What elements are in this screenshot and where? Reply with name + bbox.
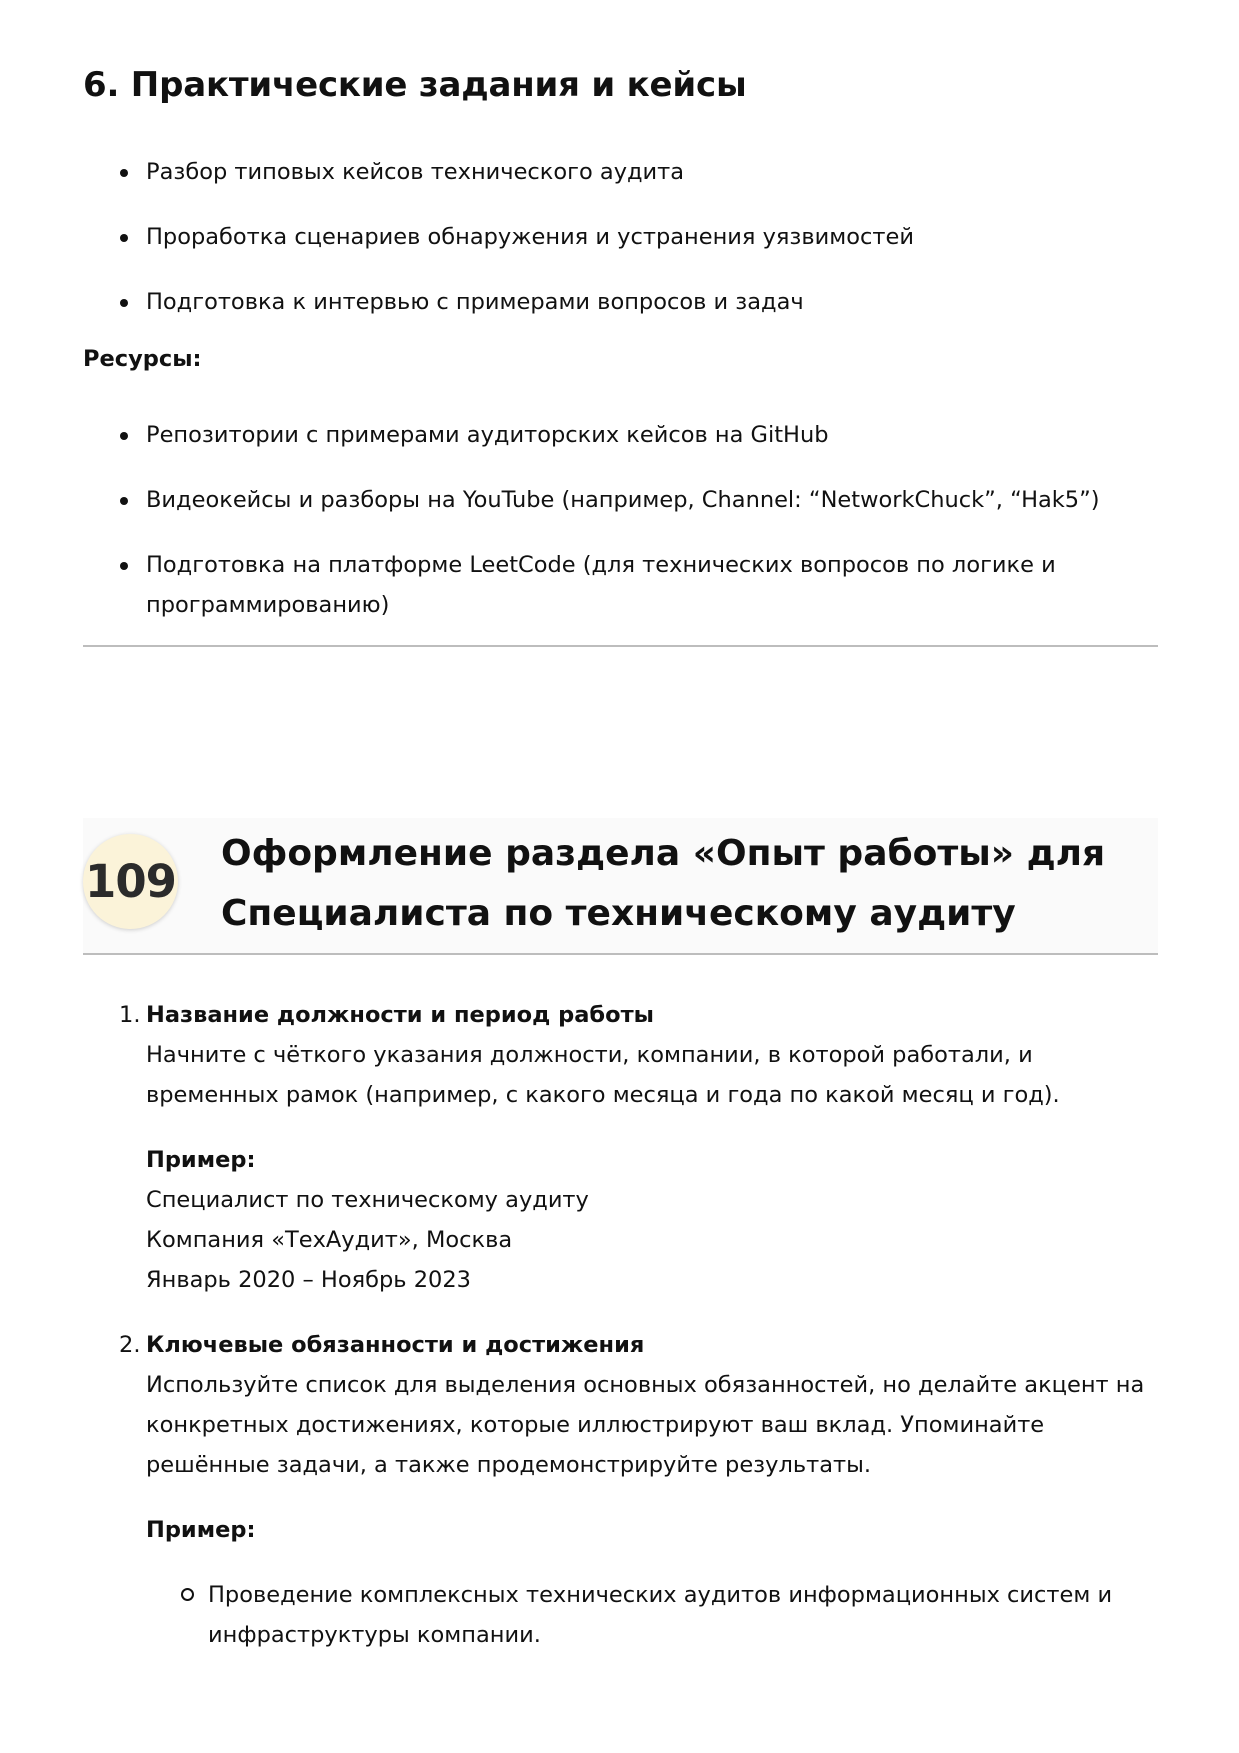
practice-list [83, 152, 1163, 347]
list-item: Проработка сценариев обнаружения и устранения уязвимостей [83, 217, 1163, 257]
resources-list [83, 415, 1163, 650]
chapter-header [83, 818, 1158, 955]
step-title: Ключевые обязанности и достижения [146, 1332, 645, 1358]
chapter-title-line: Специалиста по техническому аудиту [221, 893, 1016, 934]
section-heading: 6. Практические задания и кейсы [83, 65, 747, 105]
chapter-title [221, 824, 1121, 944]
example-label: Пример: [146, 1147, 256, 1173]
step-body: Начните с чёткого указания должности, компании, в которой работали, и временных рамок (например, с какого месяца и года по какой месяц и год). [146, 1042, 1060, 1108]
example-line: Январь 2020 – Ноябрь 2023 [146, 1267, 471, 1293]
list-item: Подготовка к интервью с примерами вопросов и задач [83, 282, 1163, 322]
example-bullet-list [146, 1575, 1163, 1655]
step-list [83, 995, 1163, 1300]
step-list [83, 1325, 1163, 1655]
chapter-number-badge: 109 [83, 834, 178, 929]
list-item: Видеокейсы и разборы на YouTube (например, Channel: “NetworkChuck”, “Hak5”) [83, 480, 1163, 520]
list-item: Разбор типовых кейсов технического аудита [83, 152, 1163, 192]
section-divider [83, 645, 1158, 647]
step-item [83, 1325, 1163, 1655]
chapter-title-line: Оформление раздела «Опыт работы» для [221, 833, 1106, 874]
example-label: Пример: [146, 1517, 256, 1543]
step-number: 1. [119, 1002, 141, 1028]
resources-label: Ресурсы: [83, 346, 202, 372]
example-line: Специалист по техническому аудиту [146, 1187, 589, 1213]
step-title: Название должности и период работы [146, 1002, 654, 1028]
example-line: Компания «ТехАудит», Москва [146, 1227, 513, 1253]
step-number: 2. [119, 1332, 141, 1358]
step-item [83, 995, 1163, 1300]
list-item: Проведение комплексных технических аудитов информационных систем и инфраструктуры компании. [146, 1575, 1163, 1655]
list-item: Репозитории с примерами аудиторских кейсов на GitHub [83, 415, 1163, 455]
step-body: Используйте список для выделения основных обязанностей, но делайте акцент на конкретных достижениях, которые иллюстрируют ваш вклад. Упоминайте решённые задачи, а также продемонстрируйте результаты. [146, 1372, 1145, 1478]
list-item: Подготовка на платформе LeetCode (для технических вопросов по логике и программированию) [83, 545, 1163, 625]
